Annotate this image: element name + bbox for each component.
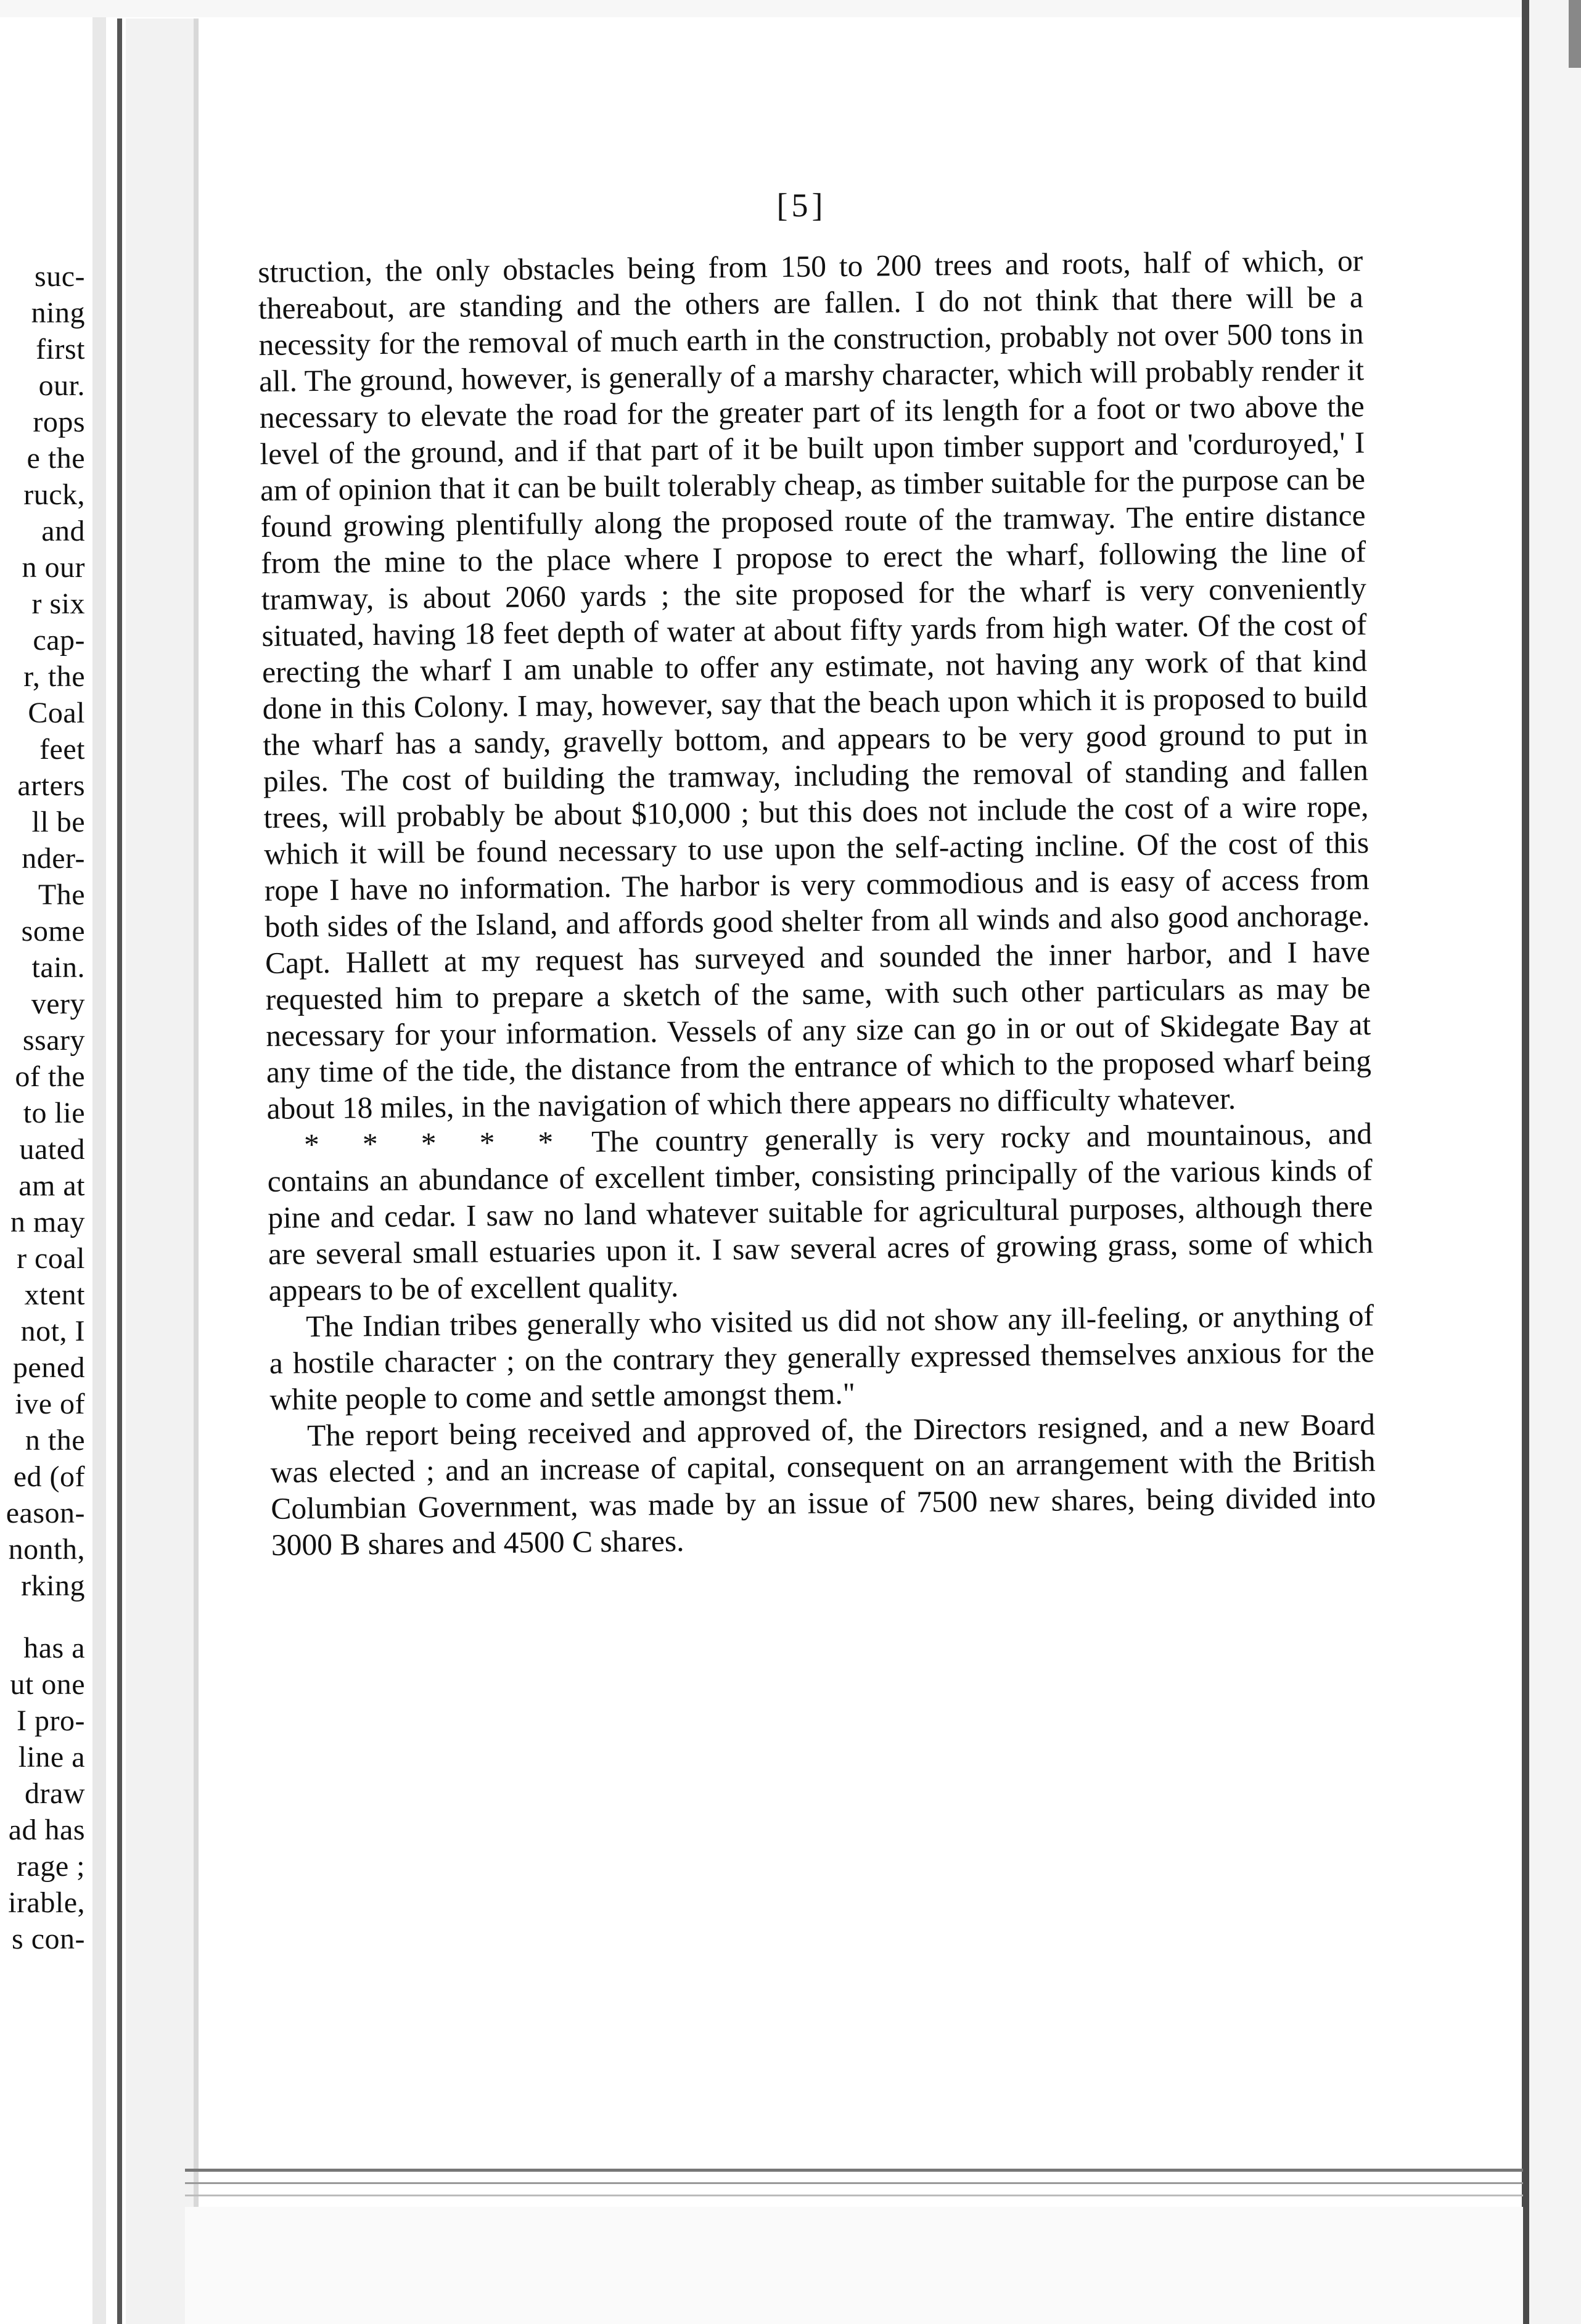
left-fragment-line: ive of	[15, 1388, 85, 1420]
left-fragment-line: s con-	[12, 1923, 85, 1955]
left-fragment-line: pened	[12, 1351, 85, 1384]
left-fragment-line: tain.	[31, 951, 85, 984]
left-fragment-line: am at	[18, 1169, 85, 1202]
left-fragment-line: n our	[22, 551, 85, 584]
paragraph-new-board: The report being received and approved of, the Directors resigned, and a new Board was elected ; and an increase of capital, consequent on an arrangement with the British Columbian Government, was made by an issue of 7500 new shares, being divided into 3000 B shares and 4500 C shares.	[270, 1407, 1376, 1562]
left-fragment-line: rking	[21, 1569, 85, 1602]
left-fragment-line: to lie	[23, 1097, 85, 1129]
left-fragment-line: Coal	[28, 697, 85, 729]
left-fragment-line: line a	[18, 1741, 85, 1774]
left-fragment-line: arters	[17, 769, 85, 802]
paragraph-wharf-report: struction, the only obstacles being from 150 to 200 trees and roots, half of which, or thereabout, are standing and the others are fallen. I do not think that there will be a necessity for the removal of much earth in the construction, probably not over 500 tons in all. The ground, however, is generally of a marshy character, which will probably render it necessary to elevate the road for the greater part of its length for a foot or two above the level of the ground, and if that part of it be built upon timber support and 'corduroyed,' I am of opinion that it can be built tolerably cheap, as timber suitable for the purpose can be found growing plentifully along the proposed route of the tramway. The entire distance from the mine to the place where I propose to erect the wharf, following the line of tramway, is about 2060 yards ; the site proposed for the wharf is very conveniently situated, having 18 feet depth of water at about fifty yards from high water. Of the cost of erecting the wharf I am unable to offer any estimate, not having any work of that kind done in this Colony. I may, however, say that the beach upon which it is proposed to build the wharf has a sandy, gravelly bottom, and appears to be very good ground to put in piles. The cost of building the tramway, including the removal of standing and fallen trees, will probably be about $10,000 ; but this does not include the cost of a wire rope, which it will be found necessary to use upon the self-acting incline. Of the cost of this rope I have no information. The harbor is very commodious and is easy of access from both sides of the Island, and affords good shelter from all winds and also good anchorage. Capt. Hallett at my request has surveyed and sounded the inner harbor, and I have requested him to prepare a sketch of the same, with such other particulars as may be necessary for your information. Vessels of any size can go in or out of Skidegate Bay at any time of the tide, the distance from the entrance of which to the proposed wharf being about 18 miles, in the navigation of which there appears no difficulty whatever.	[258, 243, 1372, 1126]
left-fragment-line: of the	[15, 1060, 85, 1093]
page-number: [5]	[776, 187, 827, 224]
left-fragment-line: first	[36, 333, 85, 366]
left-fragment-line: r, the	[23, 660, 85, 693]
left-fragment-line: cap-	[33, 624, 85, 657]
left-fragment-line: ut one	[10, 1668, 85, 1701]
left-fragment-line: r six	[31, 587, 85, 620]
left-fragment-line: irable,	[8, 1886, 85, 1919]
left-fragment-line: nonth,	[8, 1533, 85, 1566]
bottom-page-edge	[185, 2169, 1523, 2172]
left-fragment-line: ssary	[22, 1024, 85, 1057]
left-fragment-line: ad has	[8, 1814, 85, 1846]
left-fragment-line: r coal	[17, 1242, 85, 1275]
gutter-shadow	[92, 0, 106, 2324]
left-fragment-line: draw	[25, 1777, 85, 1810]
left-fragment-line: very	[31, 988, 85, 1020]
left-fragment-line: n the	[25, 1424, 85, 1457]
paragraph-country-text: The country generally is very rocky and mountainous, and contains an abundance of excellent timber, consisting principally of the various kinds of pine and cedar. I saw no land whatever suitable for agricultural purposes, although there are several small estuaries upon it. I saw several acres of growing grass, some of which appears to be of excellent quality.	[267, 1116, 1374, 1307]
left-fragment-line: ll be	[31, 806, 85, 838]
left-fragment-line: n may	[10, 1206, 85, 1238]
left-fragment-line: I pro-	[17, 1704, 85, 1737]
left-page-edge-line	[117, 18, 122, 2324]
paragraph-indian-tribes: The Indian tribes generally who visited us did not show any ill-feeling, or anything of a hostile character ; on the contrary they generally expressed themselves anxious for the white people to come and settle amongst them."	[269, 1298, 1375, 1417]
left-fragment-line: The	[38, 878, 85, 911]
left-fragment-line: rops	[33, 406, 85, 438]
left-fragment-line: our.	[38, 369, 85, 402]
left-fragment-line: ruck,	[23, 478, 85, 511]
page-body-text	[258, 242, 1376, 1563]
left-fragment-line: e the	[27, 442, 85, 475]
left-fragment-line: suc-	[35, 260, 85, 293]
left-fragment-line: feet	[39, 733, 85, 766]
left-fragment-line: some	[21, 915, 85, 947]
left-fragment-line: ning	[31, 297, 85, 329]
section-asterisks: * * * * *	[303, 1124, 567, 1162]
left-fragment-line: nder-	[22, 842, 85, 875]
left-fragment-line: rage ;	[17, 1850, 85, 1883]
left-fragment-line: xtent	[24, 1279, 85, 1311]
left-fragment-line: not, I	[20, 1315, 85, 1348]
left-fragment-line: and	[41, 515, 85, 547]
left-fragment-line: uated	[19, 1133, 85, 1166]
right-page-edge-line	[1522, 0, 1529, 2324]
paragraph-country	[267, 1115, 1374, 1309]
left-fragment-line: ed (of	[13, 1460, 85, 1493]
left-fragment-line: eason-	[6, 1497, 85, 1529]
left-fragment-line: has a	[23, 1632, 85, 1664]
